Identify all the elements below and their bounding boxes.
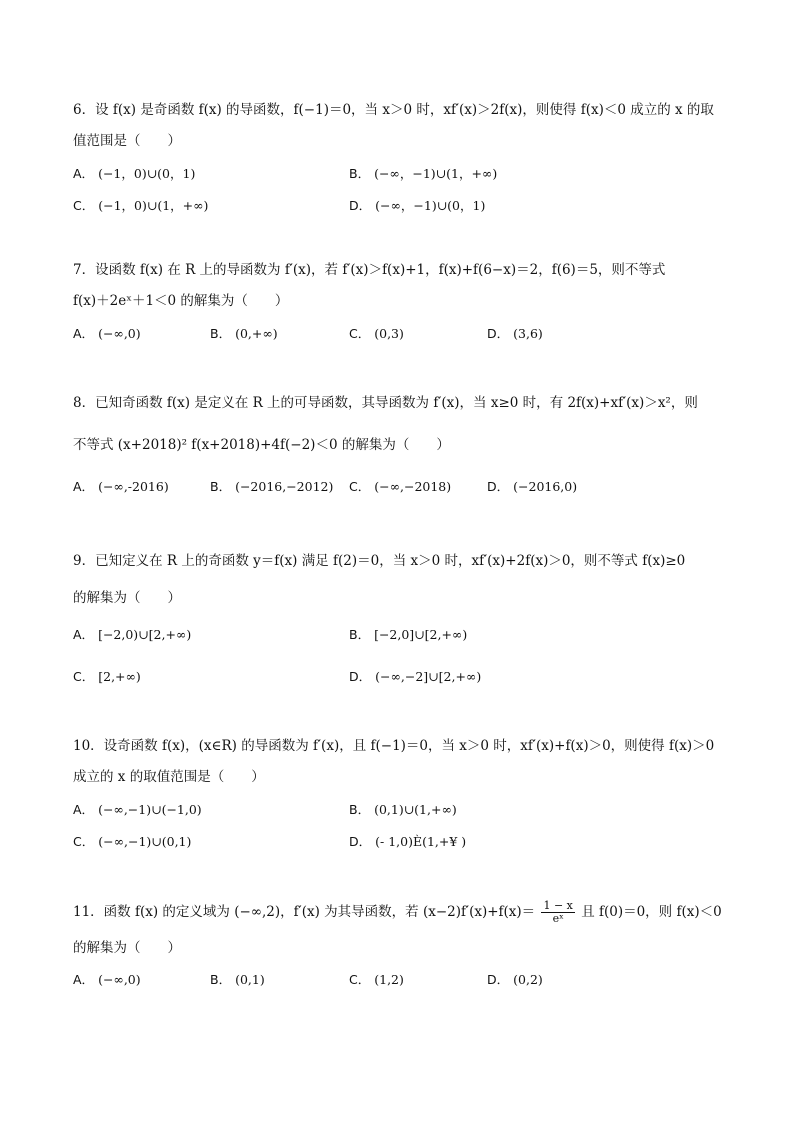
option-letter: D． [349,669,372,684]
question-8-line-1: 8．已知奇函数 f(x) 是定义在 R 上的可导函数，其导函数为 f′(x)，当 x≥0 时，有 2f(x)+xf′(x)＞x²，则 [73,395,698,411]
fraction-numerator: 1 − x [543,899,573,912]
option-letter: C． [349,479,371,494]
question-11-line-1-after: 且 f(0)＝0，则 f(x)＜0 [581,904,722,920]
question-7-option-b [210,324,278,344]
question-10-option-a [73,800,202,820]
option-letter: B． [210,479,232,494]
option-letter: D． [487,326,510,341]
question-7-option-a [73,324,141,344]
question-11-line-1-before: 11．函数 f(x) 的定义域为 (−∞,2)，f′(x) 为其导函数，若 (x−2)f′(x)+f(x)＝ [73,904,536,920]
fraction-denominator: eˣ [552,912,564,925]
option-text: (−∞,−2]∪[2,+∞) [375,669,482,684]
option-text: (0,3) [374,326,404,341]
question-10-option-b [349,800,457,820]
option-letter: A． [73,802,95,817]
option-letter: C． [73,834,95,849]
option-letter: D． [349,834,372,849]
option-text: [−2,0)∪[2,+∞) [98,627,192,642]
question-6-option-c [73,196,208,216]
question-8-line-2: 不等式 (x+2018)² f(x+2018)+4f(−2)＜0 的解集为（ ） [73,437,450,453]
option-text: (1,2) [374,972,404,987]
option-text: [−2,0]∪[2,+∞) [374,627,468,642]
option-letter: A． [73,972,95,987]
question-8-option-d [487,477,577,497]
question-11-line-1 [73,900,722,925]
question-11-option-b [210,970,265,990]
question-6-option-a [73,164,195,184]
question-9-line-1: 9．已知定义在 R 上的奇函数 y＝f(x) 满足 f(2)＝0，当 x＞0 时，xf′(x)+2f(x)＞0，则不等式 f(x)≥0 [73,553,686,569]
question-10-line-1: 10．设奇函数 f(x)，(x∈R) 的导函数为 f′(x)，且 f(−1)＝0，当 x＞0 时，xf′(x)+f(x)＞0，则使得 f(x)＞0 [73,738,715,754]
question-7-option-c [349,324,404,344]
question-7-option-d [487,324,543,344]
option-letter: C． [349,972,371,987]
option-letter: A． [73,627,95,642]
option-letter: D． [487,972,510,987]
option-text: (0,1) [235,972,265,987]
option-text: (−∞,−1)∪(0,1) [98,834,192,849]
option-text: (−∞，−1)∪(1，+∞) [374,166,498,181]
question-9-line-2: 的解集为（ ） [73,590,181,606]
option-text: (−2016,−2012) [235,479,334,494]
option-letter: B． [349,802,371,817]
option-letter: B． [210,326,232,341]
question-8-option-c [349,477,451,497]
option-letter: B． [349,166,371,181]
question-7-line-2: f(x)＋2eˣ＋1＜0 的解集为（ ） [73,293,289,309]
fraction [541,900,574,925]
option-letter: B． [349,627,371,642]
option-text: (0,1)∪(1,+∞) [374,802,457,817]
option-letter: B． [210,972,232,987]
option-letter: C． [73,669,95,684]
option-letter: A． [73,479,95,494]
question-7-line-1: 7．设函数 f(x) 在 R 上的导函数为 f′(x)，若 f′(x)＞f(x)+1，f(x)+f(6−x)＝2，f(6)＝5，则不等式 [73,262,666,278]
option-letter: D． [487,479,510,494]
option-text: (−∞,−2018) [374,479,452,494]
option-text: (- 1,0)È(1,+¥ ) [375,834,467,849]
question-9-option-a [73,625,191,645]
question-9-option-c [73,667,141,687]
question-10-option-d [349,832,466,852]
question-10-option-c [73,832,191,852]
question-6-line-1: 6．设 f(x) 是奇函数 f(x) 的导函数，f(−1)＝0，当 x＞0 时，xf′(x)＞2f(x)，则使得 f(x)＜0 成立的 x 的取 [73,102,714,118]
question-11-option-c [349,970,404,990]
option-letter: D． [349,198,372,213]
option-text: (−∞,0) [98,972,141,987]
option-letter: C． [73,198,95,213]
option-text: (−1，0)∪(0，1) [98,166,196,181]
question-8-option-b [210,477,333,497]
question-11-line-2: 的解集为（ ） [73,940,181,956]
option-letter: C． [349,326,371,341]
option-text: (−∞,0) [98,326,141,341]
question-9-option-b [349,625,467,645]
option-text: (−2016,0) [513,479,578,494]
option-text: (0,2) [513,972,543,987]
option-text: (−∞,−1)∪(−1,0) [98,802,202,817]
option-text: (0,+∞) [235,326,278,341]
question-6-line-2: 值范围是（ ） [73,133,181,149]
question-6-option-b [349,164,497,184]
question-11-option-a [73,970,141,990]
option-text: (−1，0)∪(1，+∞) [98,198,209,213]
option-text: [2,+∞) [98,669,141,684]
option-text: (−∞，−1)∪(0，1) [375,198,486,213]
option-letter: A． [73,166,95,181]
question-11-option-d [487,970,543,990]
question-8-option-a [73,477,169,497]
question-10-line-2: 成立的 x 的取值范围是（ ） [73,769,265,785]
question-9-option-d [349,667,481,687]
question-6-option-d [349,196,485,216]
option-letter: A． [73,326,95,341]
option-text: (−∞,-2016) [98,479,169,494]
option-text: (3,6) [513,326,543,341]
